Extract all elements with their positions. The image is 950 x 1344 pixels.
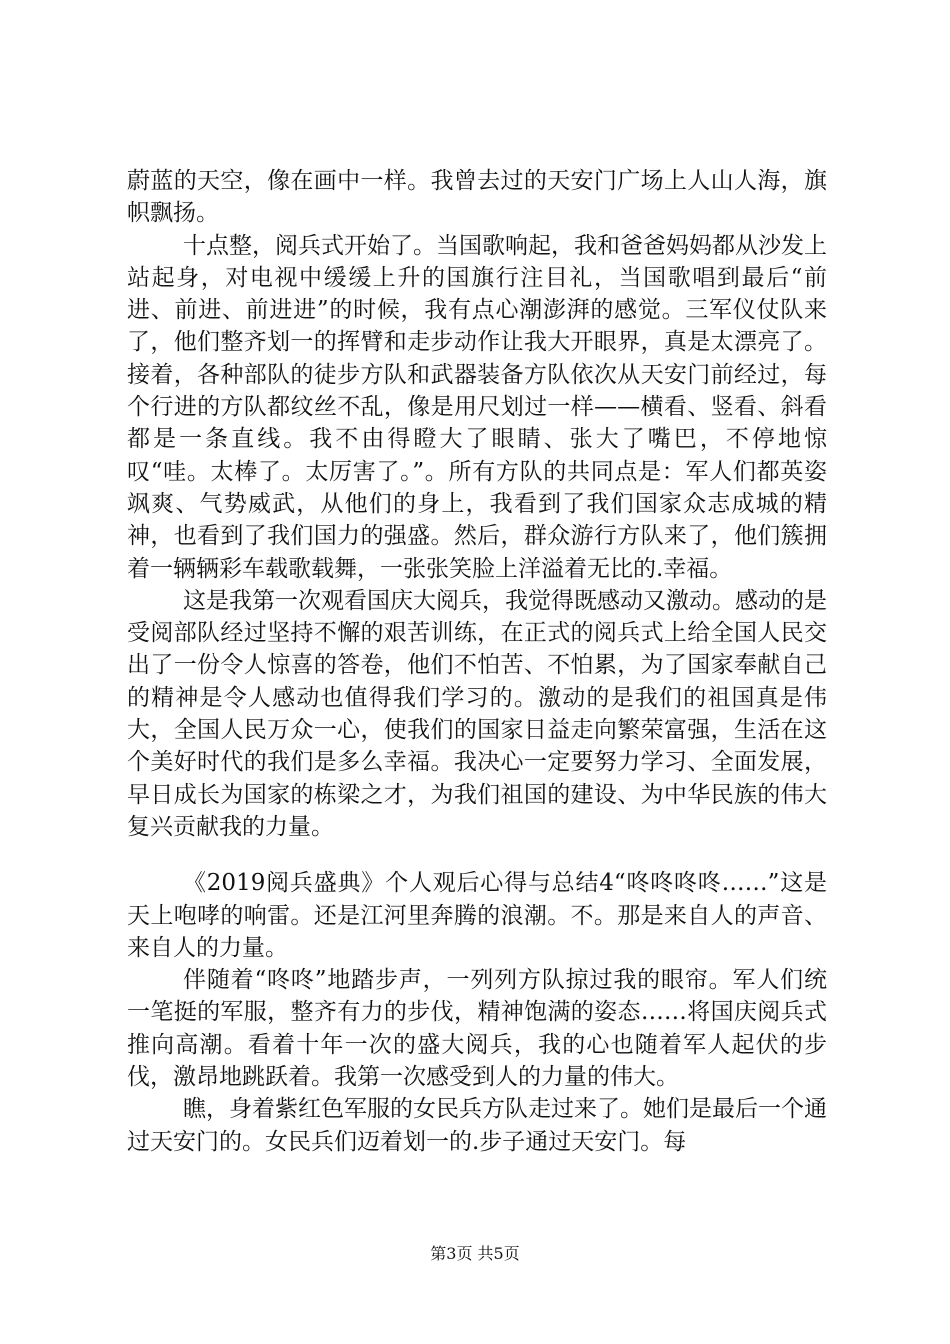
paragraph-1: 蔚蓝的天空，像在画中一样。我曾去过的天安门广场上人山人海，旗帜飘扬。 xyxy=(127,168,827,227)
paragraph-6: 瞧，身着紫红色军服的女民兵方队走过来了。她们是最后一个通过天安门的。女民兵们迈着划一的.步子通过天安门。每 xyxy=(127,1096,827,1155)
paragraph-2: 十点整，阅兵式开始了。当国歌响起，我和爸爸妈妈都从沙发上站起身，对电视中缓缓上升的国旗行注目礼，当国歌唱到最后“前进、前进、前进进”的时候，我有点心潮澎湃的感觉。三军仪仗队来了，他们整齐划一的挥臂和走步动作让我大开眼界，真是太漂亮了。接着，各种部队的徒步方队和武器装备方队依次从天安门前经过，每个行进的方队都纹丝不乱，像是用尺划过一样——横看、竖看、斜看都是一条直线。我不由得瞪大了眼睛、张大了嘴巴，不停地惊叹“哇。太棒了。太厉害了。”。所有方队的共同点是：军人们都英姿飒爽、气势威武，从他们的身上，我看到了我们国家众志成城的精神，也看到了我们国力的强盛。然后，群众游行方队来了，他们簇拥着一辆辆彩车载歌载舞，一张张笑脸上洋溢着无比的.幸福。 xyxy=(127,232,827,582)
section-gap xyxy=(127,843,827,867)
paragraph-5: 伴随着“咚咚”地踏步声，一列列方队掠过我的眼帘。军人们统一笔挺的军服，整齐有力的步伐，精神饱满的姿态……将国庆阅兵式推向高潮。看着十年一次的盛大阅兵，我的心也随着军人起伏的步伐，激昂地跳跃着。我第一次感受到人的力量的伟大。 xyxy=(127,967,827,1091)
page-footer: 第3页 共5页 xyxy=(430,1244,520,1263)
paragraph-4: 《2019阅兵盛典》个人观后心得与总结4“咚咚咚咚……”这是天上咆哮的响雷。还是江河里奔腾的浪潮。不。那是来自人的声音、来自人的力量。 xyxy=(127,870,827,961)
paragraph-3: 这是我第一次观看国庆大阅兵，我觉得既感动又激动。感动的是受阅部队经过坚持不懈的艰苦训练，在正式的阅兵式上给全国人民交出了一份令人惊喜的答卷，他们不怕苦、不怕累，为了国家奉献自己的精神是令人感动也值得我们学习的。激动的是我们的祖国真是伟大，全国人民万众一心，使我们的国家日益走向繁荣富强，生活在这个美好时代的我们是多么幸福。我决心一定要努力学习、全面发展，早日成长为国家的栋梁之才，为我们祖国的建设、为中华民族的伟大复兴贡献我的力量。 xyxy=(127,587,827,840)
document-body xyxy=(127,165,827,1158)
